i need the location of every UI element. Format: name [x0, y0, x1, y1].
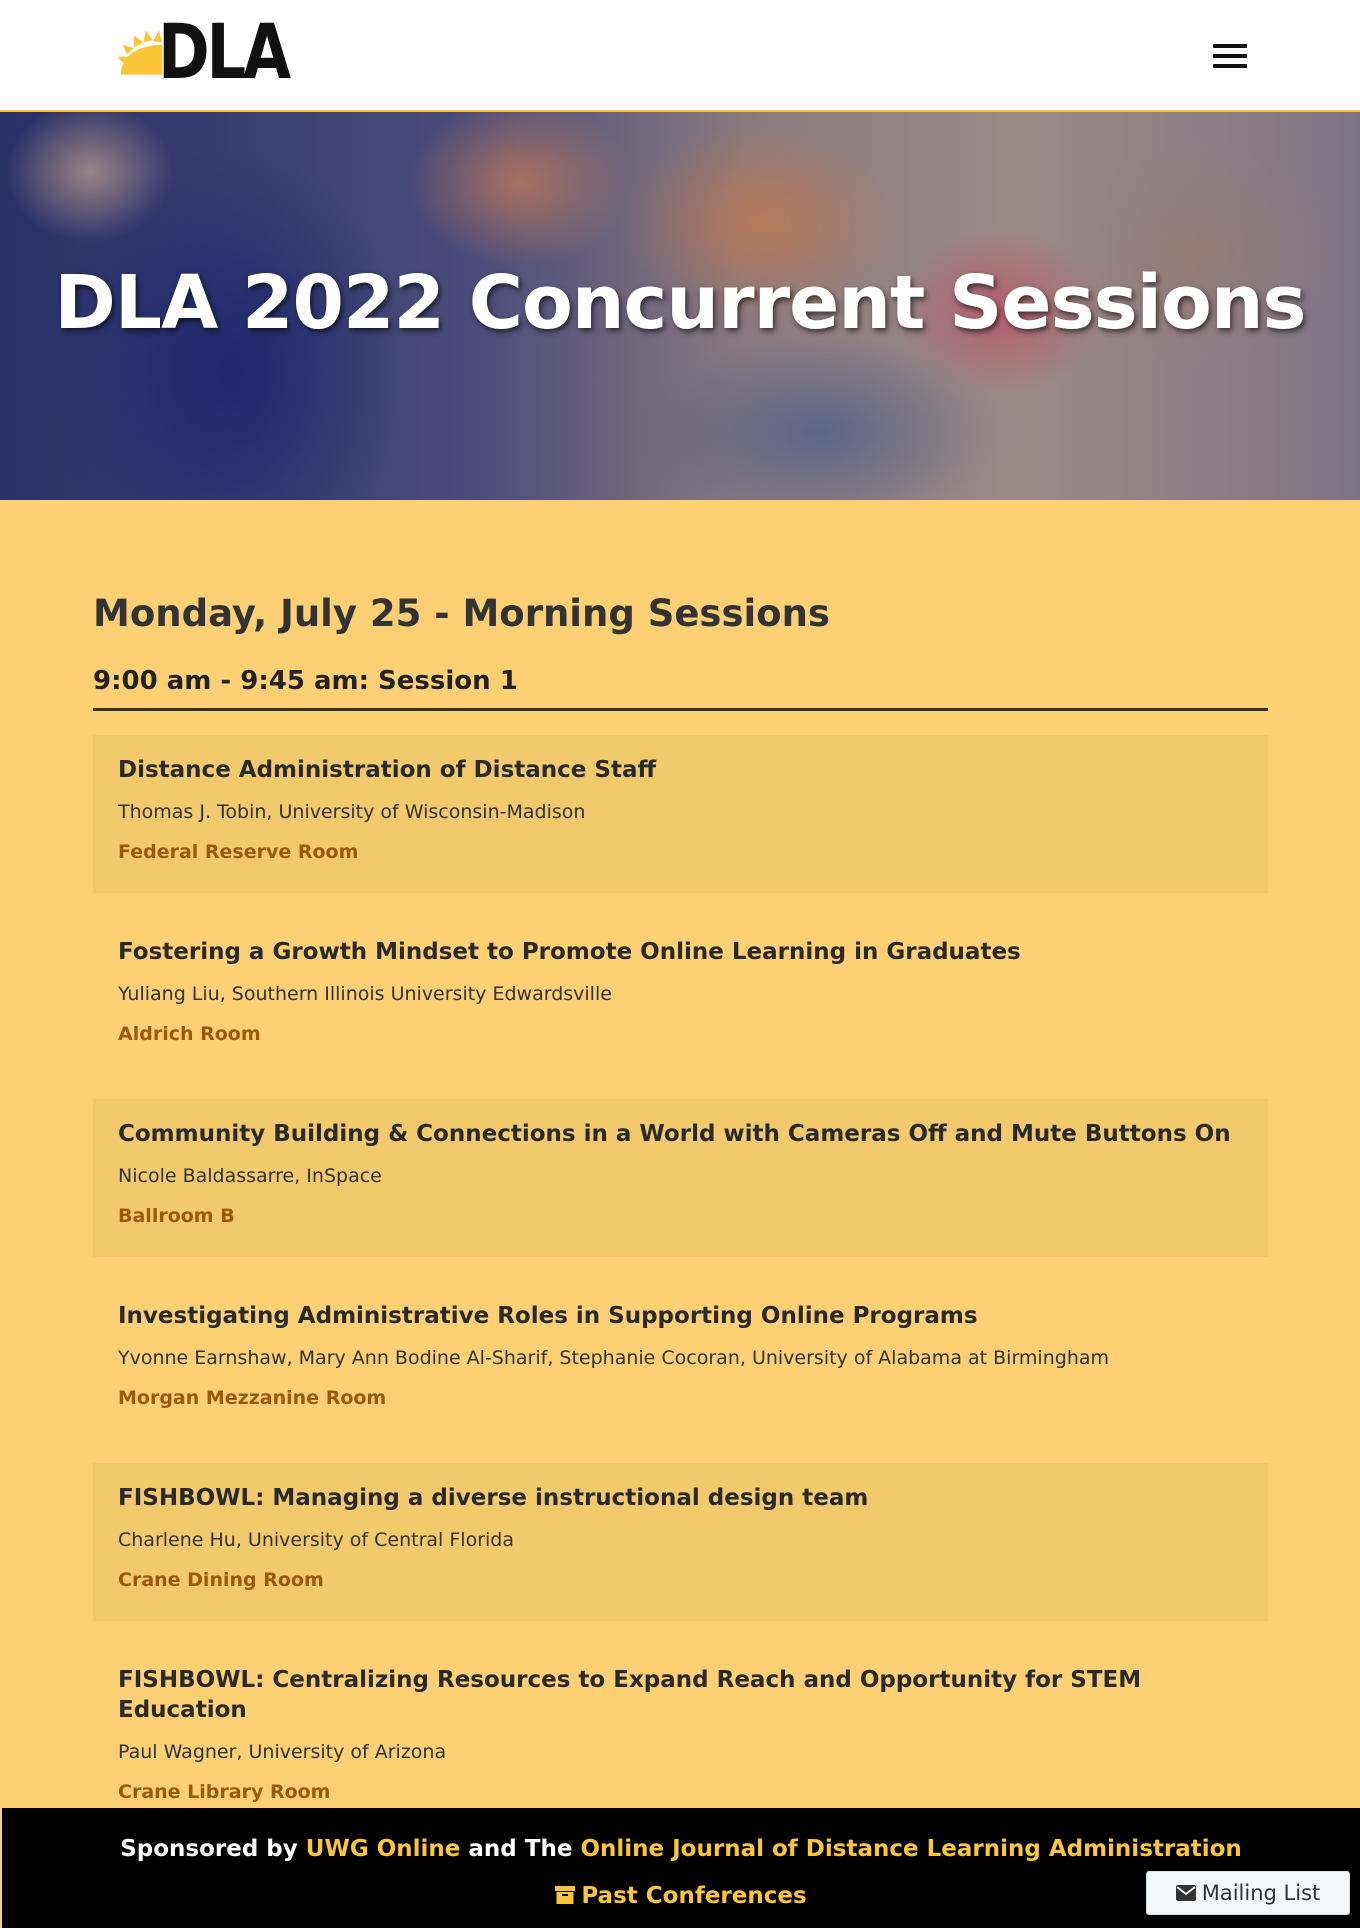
session-card — [93, 1463, 1268, 1621]
page-title: DLA 2022 Concurrent Sessions — [54, 260, 1306, 346]
mailing-list-button[interactable] — [1146, 1871, 1350, 1915]
past-conferences-label: Past Conferences — [581, 1883, 807, 1909]
session-card — [93, 1099, 1268, 1257]
hero-banner — [0, 112, 1360, 500]
session-card — [93, 1281, 1268, 1439]
journal-link[interactable]: Online Journal of Distance Learning Administration — [580, 1836, 1242, 1862]
session-card — [93, 917, 1268, 1075]
envelope-icon — [1176, 1885, 1196, 1901]
day-heading: Monday, July 25 - Morning Sessions — [93, 592, 830, 635]
sun-logo-icon — [116, 14, 164, 90]
archive-box-icon — [555, 1885, 575, 1905]
session-room: Crane Dining Room — [118, 1569, 324, 1591]
session-room: Aldrich Room — [118, 1023, 261, 1045]
session-title: Community Building & Connections in a World with Cameras Off and Mute Buttons On — [118, 1121, 1231, 1147]
session-room: Ballroom B — [118, 1205, 235, 1227]
dla-logo[interactable] — [116, 7, 316, 96]
session-card — [93, 1645, 1268, 1803]
session-room: Morgan Mezzanine Room — [118, 1387, 387, 1409]
session-list — [93, 735, 1268, 1803]
session-presenters: Charlene Hu, University of Central Florida — [118, 1529, 514, 1551]
session-room: Crane Library Room — [118, 1781, 331, 1803]
session-heading: 9:00 am - 9:45 am: Session 1 — [93, 664, 1268, 711]
site-footer — [2, 1808, 1360, 1928]
session-title: FISHBOWL: Centralizing Resources to Expand Reach and Opportunity for STEM Education — [118, 1667, 1142, 1723]
past-conferences-link[interactable] — [555, 1883, 806, 1909]
sponsored-by-text: Sponsored by — [120, 1836, 298, 1862]
mailing-list-label: Mailing List — [1201, 1881, 1321, 1905]
sponsor-line — [2, 1834, 1360, 1864]
session-presenters: Yvonne Earnshaw, Mary Ann Bodine Al-Sharif, Stephanie Cocoran, University of Alabama at Birmingham — [118, 1347, 1110, 1369]
uwg-online-link[interactable]: UWG Online — [305, 1836, 461, 1862]
and-the-text: and The — [468, 1836, 573, 1862]
schedule-content — [93, 500, 1268, 1827]
session-title: Investigating Administrative Roles in Supporting Online Programs — [118, 1303, 978, 1329]
session-title: Distance Administration of Distance Staff — [118, 757, 657, 783]
session-room: Federal Reserve Room — [118, 841, 359, 863]
session-card — [93, 735, 1268, 893]
hamburger-menu-icon[interactable] — [1213, 44, 1247, 68]
session-title: FISHBOWL: Managing a diverse instructional design team — [118, 1485, 869, 1511]
session-presenters: Paul Wagner, University of Arizona — [118, 1741, 447, 1763]
session-presenters: Nicole Baldassarre, InSpace — [118, 1165, 382, 1187]
session-presenters: Yuliang Liu, Southern Illinois University Edwardsville — [118, 983, 612, 1005]
site-header — [0, 0, 1360, 112]
session-title: Fostering a Growth Mindset to Promote Online Learning in Graduates — [118, 939, 1021, 965]
logo-text: DLA — [157, 7, 288, 96]
session-presenters: Thomas J. Tobin, University of Wisconsin-Madison — [118, 801, 586, 823]
